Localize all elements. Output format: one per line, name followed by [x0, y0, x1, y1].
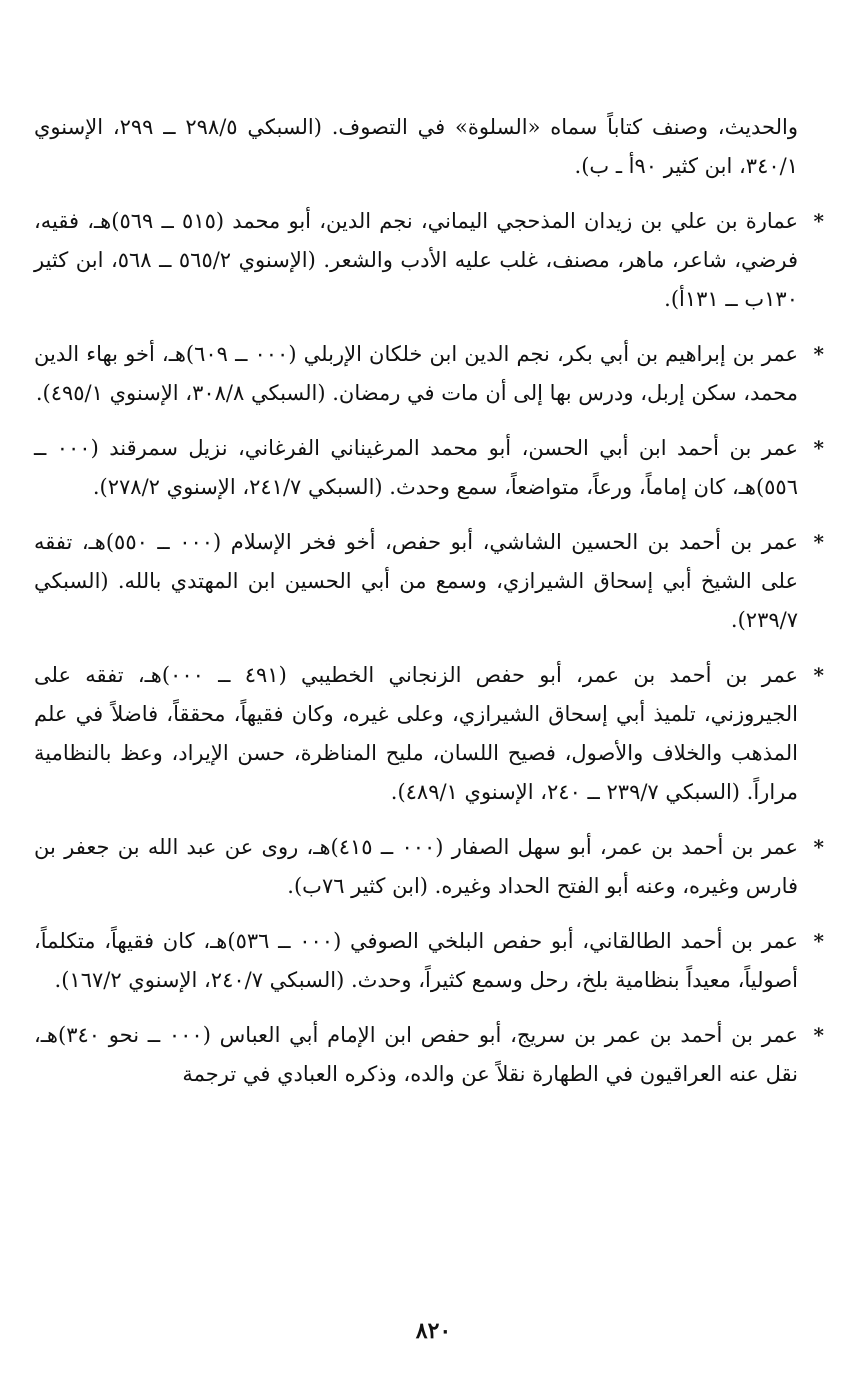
biography-entry: [34, 202, 824, 319]
biography-entry: [34, 656, 824, 812]
biography-entry: [34, 922, 824, 1000]
asterisk-icon: *: [813, 929, 824, 953]
continuation-paragraph: [34, 108, 824, 186]
document-body: [34, 108, 824, 1110]
entry-text: عمر بن أحمد بن عمر، أبو سهل الصفار (٠٠٠ ــ ٤١٥)هـ، روى عن عبد الله بن جعفر بن فارس وغيره، وعنه أبو الفتح الحداد وغيره. (ابن كثير ٧٦ب).: [34, 835, 798, 898]
biography-entry: [34, 429, 824, 507]
page-number: ٨٢٠: [415, 1318, 452, 1344]
entry-text: عمر بن أحمد بن عمر بن سريج، أبو حفص ابن الإمام أبي العباس (٠٠٠ ــ نحو ٣٤٠)هـ، نقل عنه العراقيون في الطهارة نقلاً عن والده، وذكره العبادي في ترجمة: [34, 1023, 798, 1086]
asterisk-icon: *: [813, 436, 824, 460]
asterisk-icon: *: [813, 209, 824, 233]
asterisk-icon: *: [813, 530, 824, 554]
biography-entry: [34, 523, 824, 640]
entry-text: عمر بن إبراهيم بن أبي بكر، نجم الدين ابن خلكان الإربلي (٠٠٠ ــ ٦٠٩)هـ، أخو بهاء الدين محمد، سكن إربل، ودرس بها إلى أن مات في رمضان. (السبكي ٣٠٨/٨، الإسنوي ٤٩٥/١).: [34, 342, 798, 405]
entry-text: عمر بن أحمد بن الحسين الشاشي، أبو حفص، أخو فخر الإسلام (٠٠٠ ــ ٥٥٠)هـ، تفقه على الشيخ أبي إسحاق الشيرازي، وسمع من أبي الحسين ابن المهتدي بالله. (السبكي ٢٣٩/٧).: [34, 530, 799, 632]
entry-text: عمارة بن علي بن زيدان المذحجي اليماني، نجم الدين، أبو محمد (٥١٥ ــ ٥٦٩)هـ، فقيه، فرضي، شاعر، ماهر، مصنف، غلب عليه الأدب والشعر. (الإسنوي ٥٦٥/٢ ــ ٥٦٨، ابن كثير ١٣٠ب ــ ١٣١أ).: [34, 209, 798, 311]
asterisk-icon: *: [813, 835, 824, 859]
entry-text: عمر بن أحمد بن عمر، أبو حفص الزنجاني الخطيبي (٤٩١ ــ ٠٠٠)هـ، تفقه على الجيروزني، تلميذ أبي إسحاق الشيرازي، وعلى غيره، وكان فقيهاً، محققاً، فاضلاً في علم المذهب والخلاف والأصول، فصيح اللسان، مليح المناظرة، حسن الإيراد، وعظ بالنظامية مراراً. (السبكي ٢٣٩/٧ ــ ٢٤٠، الإسنوي ٤٨٩/١).: [34, 663, 798, 804]
entry-text: عمر بن أحمد الطالقاني، أبو حفص البلخي الصوفي (٠٠٠ ــ ٥٣٦)هـ، كان فقيهاً، متكلماً، أصولياً، معيداً بنظامية بلخ، رحل وسمع كثيراً، وحدث. (السبكي ٢٤٠/٧، الإسنوي ١٦٧/٢).: [34, 929, 799, 992]
continuation-text: والحديث، وصنف كتاباً سماه «السلوة» في التصوف. (السبكي ٢٩٨/٥ ــ ٢٩٩، الإسنوي ٣٤٠/١، ابن كثير ٩٠أ ـ ب).: [34, 115, 798, 178]
biography-entry: [34, 335, 824, 413]
asterisk-icon: *: [813, 663, 824, 687]
entry-text: عمر بن أحمد ابن أبي الحسن، أبو محمد المرغيناني الفرغاني، نزيل سمرقند (٠٠٠ ــ ٥٥٦)هـ، كان إماماً، ورعاً، متواضعاً، سمع وحدث. (السبكي ٢٤١/٧، الإسنوي ٢٧٨/٢).: [34, 436, 798, 499]
asterisk-icon: *: [813, 1023, 824, 1047]
biography-entry: [34, 828, 824, 906]
biography-entry: [34, 1016, 824, 1094]
asterisk-icon: *: [813, 342, 824, 366]
